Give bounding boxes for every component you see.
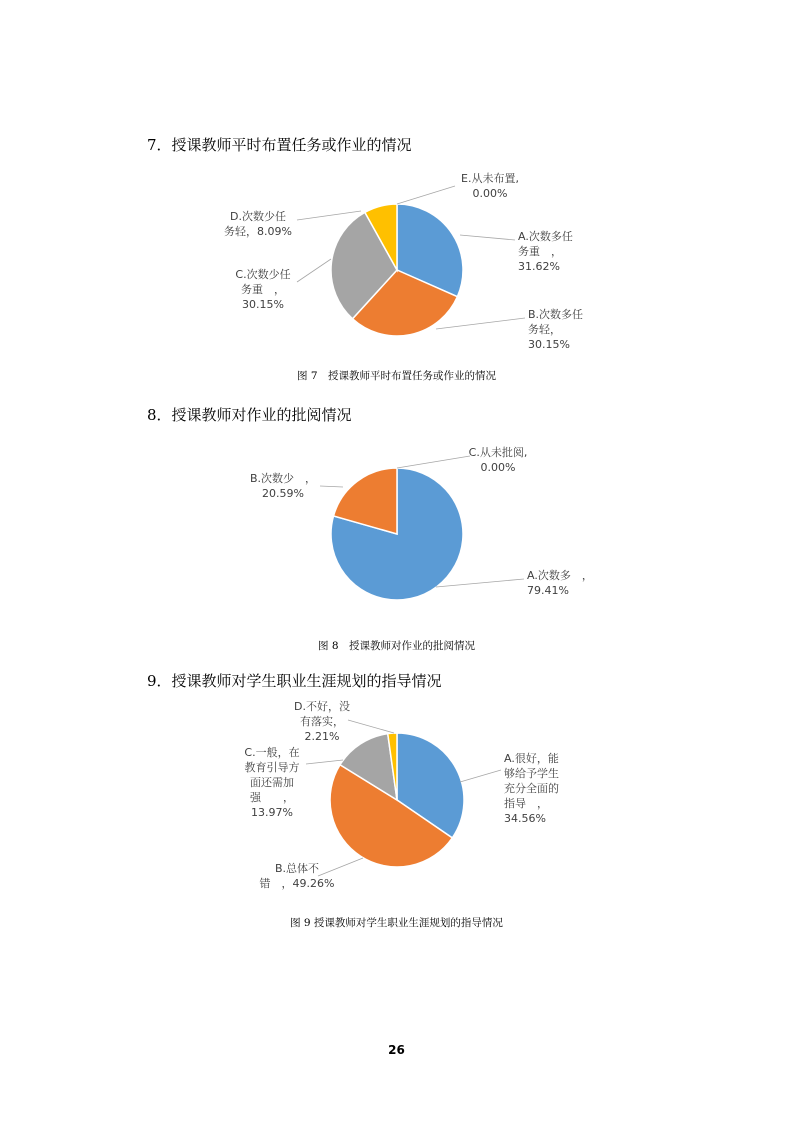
leader-line bbox=[460, 770, 501, 782]
leader-line bbox=[318, 858, 363, 876]
page-number: 26 bbox=[388, 1043, 405, 1057]
slice-label: B.次数多任务轻， 30.15% bbox=[528, 308, 584, 351]
leader-line bbox=[320, 486, 343, 487]
slice-label: A.很好，能够给予学生充分全面的指导 ， 34.56% bbox=[504, 752, 559, 825]
slice-label: D.不好，没有落实， 2.21% bbox=[294, 700, 350, 743]
slice-label: C.从未批阅, 0.00% bbox=[468, 446, 528, 474]
figure-caption-8: 图 8 授课教师对作业的批阅情况 bbox=[317, 640, 476, 652]
section-heading-7: 7．授课教师平时布置任务或作业的情况 bbox=[147, 136, 412, 154]
figure-caption-9: 图 9 授课教师对学生职业生涯规划的指导情况 bbox=[290, 917, 503, 929]
pie-chart-7 bbox=[0, 170, 793, 360]
leader-line bbox=[397, 456, 470, 468]
pie-chart-9 bbox=[0, 700, 793, 900]
slice-label: A.次数多任务重 ， 31.62% bbox=[518, 230, 573, 273]
leader-line bbox=[397, 186, 455, 204]
slice-label: B.总体不错 ，49.26% bbox=[259, 862, 335, 890]
slice-label: E.从未布置, 0.00% bbox=[461, 172, 519, 200]
slice-label: D.次数少任务轻，8.09% bbox=[224, 210, 292, 238]
leader-line bbox=[306, 760, 343, 764]
figure-caption-7: 图 7 授课教师平时布置任务或作业的情况 bbox=[296, 370, 497, 382]
slice-label: C.次数少任务重 ， 30.15% bbox=[235, 268, 291, 311]
pie-chart-8 bbox=[0, 440, 793, 615]
slice-label: B.次数少 ， 20.59% bbox=[249, 472, 317, 500]
section-heading-9: 9．授课教师对学生职业生涯规划的指导情况 bbox=[147, 672, 442, 690]
slice-label: A.次数多 ， 79.41% bbox=[527, 569, 593, 597]
leader-line bbox=[436, 318, 525, 329]
leader-line bbox=[348, 720, 394, 733]
leader-line bbox=[297, 259, 331, 282]
slice-label: C.一般，在教育引导方面还需加强 ， 13.97% bbox=[244, 746, 300, 819]
leader-line bbox=[297, 211, 361, 220]
leader-line bbox=[436, 579, 524, 587]
leader-line bbox=[460, 235, 515, 240]
section-heading-8: 8．授课教师对作业的批阅情况 bbox=[147, 406, 352, 424]
